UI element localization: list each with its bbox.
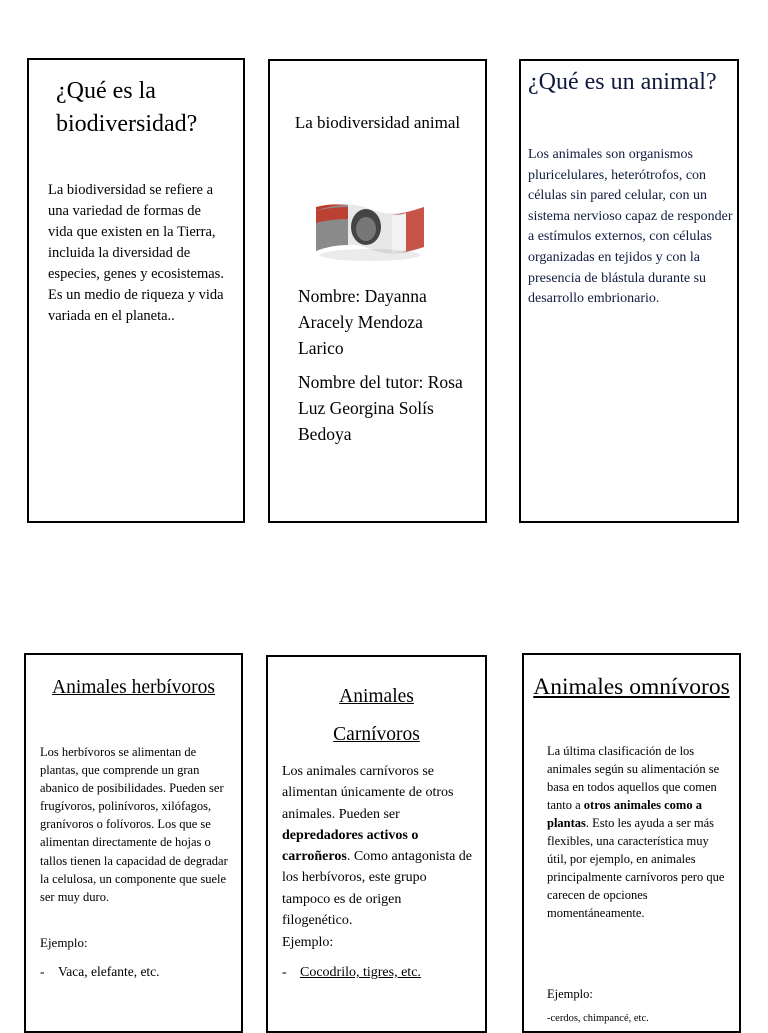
panel-body: Los herbívoros se alimentan de plantas, que comprende un gran abanico de posibilidades. Pueden ser frugívoros, polinívoros, xilófagos, granívoros o folívoros. Los que se alimentan directamente de hojas o tallos tienen la capacidad de degradar la celulosa, un componente que suele ser muy duro. [40,745,228,904]
body-bold-text: otros animales como a plantas [547,798,702,830]
panel-title: Animales omnívoros [533,674,730,700]
panel-herbivores [24,653,243,1033]
list-dash: - [40,964,45,979]
body-bold-text: depredadores activos o carroñeros [282,827,419,865]
panel-title-line1: Animales [339,686,414,707]
example-item [40,964,160,980]
panel-carnivores [266,655,487,1033]
example-label: Ejemplo: [547,987,593,1001]
list-dash: - [282,965,287,980]
body-text: La última clasificación de los animales según su alimentación se basa en todos aquellos que comen tanto a [547,744,720,812]
example-text: Cocodrilo, tigres, etc. [300,965,421,980]
panel-omnivores [522,653,741,1033]
panel-body [282,761,474,931]
body-text: Los animales carnívoros se alimentan únicamente de otros animales. Pueden ser [282,764,454,822]
example-item: -cerdos, chimpancé, etc. [547,1013,649,1024]
body-text-end: . Esto les ayuda a ser más flexibles, una característica muy útil, por ejemplo, en animales principalmente carnívoros pero que carecen de opciones momentáneamente. [547,816,725,920]
panel-biodiversity-definition [27,58,245,523]
panel-title: ¿Qué es la biodiversidad? [56,78,198,137]
cover-title: La biodiversidad animal [294,113,461,132]
panel-cover [268,59,487,523]
body-text-end: . Como antagonista de los herbívoros, este grupo tampoco es de origen filogenético. [282,849,473,929]
student-name: Nombre: Dayanna Aracely Mendoza Larico [298,286,427,358]
panel-title: ¿Qué es un animal? [528,69,717,95]
panel-body [547,742,727,922]
flag-with-portrait-icon [306,189,434,269]
panel-animal-definition [519,59,739,523]
example-label: Ejemplo: [282,935,334,950]
tutor-name: Nombre del tutor: Rosa Luz Georgina Solís Bedoya [298,372,463,444]
panel-title-line2: Carnívoros [333,724,420,745]
panel-body: La biodiversidad se refiere a una variedad de formas de vida que existen en la Tierra, incluida la diversidad de especies, genes y ecosistemas. Es un medio de riqueza y vida variada en el planeta.. [48,182,224,324]
example-label: Ejemplo: [40,935,88,950]
example-item [282,965,421,981]
panel-body: Los animales son organismos pluricelulares, heterótrofos, con células sin pared celular, con un sistema nervioso capaz de responder a estímulos externos, con células organizadas en tejidos y con la presencia de blástula durante su desarrollo embrionario. [528,147,733,307]
panel-title: Animales herbívoros [51,677,215,698]
example-text: Vaca, elefante, etc. [58,964,160,979]
